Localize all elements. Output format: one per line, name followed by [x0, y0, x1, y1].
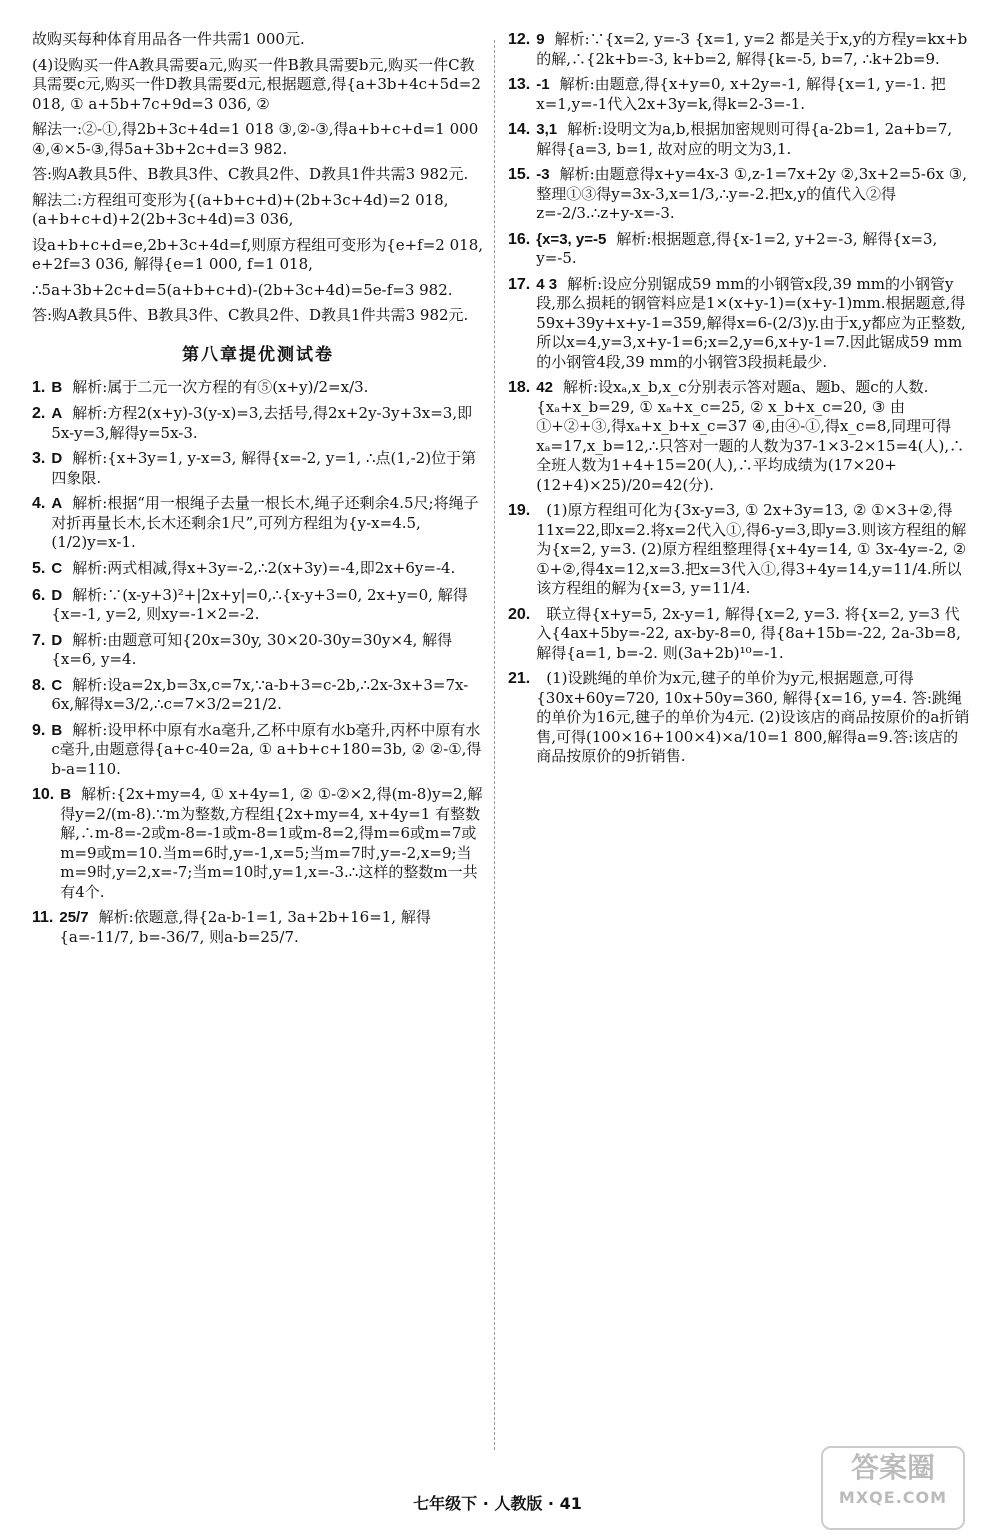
answer-item [508, 501, 970, 599]
item-number: 17. [508, 275, 531, 293]
item-body [51, 404, 484, 443]
item-explanation: 解析:根据“用一根绳子去量一根长木,绳子还剩余4.5尺;将绳子对折再量长木,长木还剩余1尺”,可列方程组为{y-x=4.5, (1/2)y=x-1. [51, 494, 479, 552]
answer-item [32, 785, 484, 902]
item-answer: A [51, 495, 63, 513]
item-body [51, 676, 484, 715]
answer-list [508, 30, 970, 767]
item-answer: 42 [536, 379, 553, 396]
text-line: 答:购A教具5件、B教具3件、C教具2件、D教具1件共需3 982元. [32, 306, 469, 324]
item-body [536, 378, 970, 495]
item-explanation: 解析:由题意可知{20x=30y, 30×20-30y=30y×4, 解得{x=6, y=4. [51, 630, 453, 669]
item-answer: B [60, 786, 72, 804]
item-explanation: 解析:由题意得x+y=4x-3 ①,z-1=7x+2y ②,3x+2=5-6x ③,整理①③得y=3x-3,x=1/3,∴y=-2.把x,y的值代入②得z=-2/3.∴z+y-x=-3. [536, 165, 967, 222]
page-footer: 七年级下 · 人教版 · 41 [413, 1494, 582, 1513]
answer-item [32, 676, 484, 715]
item-number: 5. [32, 559, 46, 577]
text-line: 解法一:②-①,得2b+3c+4d=1 018 ③,②-③,得a+b+c+d=1 000 ④,④×5-③,得5a+3b+2c+d=3 982. [32, 120, 479, 158]
text-line: 答:购A教具5件、B教具3件、C教具2件、D教具1件共需3 982元. [32, 165, 469, 183]
item-explanation: 解析:两式相减,得x+3y=-2,∴2(x+3y)=-4,即2x+6y=-4. [72, 558, 456, 577]
item-answer: -3 [536, 166, 550, 183]
item-answer: C [51, 559, 63, 577]
item-explanation: 解析:设明文为a,b,根据加密规则可得{a-2b=1, 2a+b=7, 解得{a=3, b=1, 故对应的明文为3,1. [536, 120, 953, 158]
item-explanation: 解析:设甲杯中原有水a毫升,乙杯中原有水b毫升,丙杯中原有水c毫升,由题意得{a+c-40=2a, ① a+b+c+180=3b, ② ②-①,得b-a=110. [51, 720, 482, 778]
item-answer: A [51, 405, 63, 423]
item-explanation: 解析:依题意,得{2a-b-1=1, 3a+2b+16=1, 解得{a=-11/7, b=-36/7, 则a-b=25/7. [59, 908, 431, 946]
item-explanation: 解析:∵{x=2, y=-3 {x=1, y=2 都是关于x,y的方程y=kx+b的解,∴{2k+b=-3, k+b=2, 解得{k=-5, b=7, ∴k+2b=9. [536, 30, 968, 68]
answer-item [32, 494, 484, 553]
text-line: ∴5a+3b+2c+d=5(a+b+c+d)-(2b+3c+4d)=5e-f=3 982. [32, 280, 453, 299]
text-line: (4)设购买一件A教具需要a元,购买一件B教具需要b元,购买一件C教具需要c元,购买一件D教具需要d元,根据题意,得{a+3b+4c+5d=2 018, ① a+5b+7c+9d=3 036, ② [32, 55, 481, 113]
item-number: 16. [508, 230, 531, 248]
item-body [536, 501, 970, 599]
item-number: 19. [508, 502, 531, 519]
item-answer: D [51, 450, 63, 468]
answer-item [32, 404, 484, 443]
item-body [60, 785, 484, 902]
item-answer: B [51, 378, 63, 396]
item-body [536, 275, 970, 373]
answer-item [32, 559, 484, 580]
item-explanation: 解析:∵(x-y+3)²+|2x+y|=0,∴{x-y+3=0, 2x+y=0, 解得{x=-1, y=2, 则xy=-1×2=-2. [51, 585, 468, 624]
item-number: 20. [508, 605, 531, 623]
right-column [508, 30, 970, 773]
item-number: 21. [508, 670, 531, 687]
item-body [536, 120, 970, 159]
item-number: 12. [508, 31, 531, 48]
item-number: 15. [508, 166, 531, 183]
item-number: 1. [32, 378, 46, 396]
item-answer: D [51, 586, 63, 604]
item-explanation: (1)设跳绳的单价为x元,毽子的单价为y元,根据题意,可得{30x+60y=720, 10x+50y=360, 解得{x=16, y=4. 答:跳绳的单价为16元,毽子的单价为4元. (2)设该店的商品按原价的a折销售,可得(100×16+100×4)×a/10=1 800,解得a=9.答:该店的商品按原价的9折销售. [536, 669, 970, 765]
item-body [59, 908, 484, 947]
watermark-text: 答案圈 [850, 1451, 935, 1484]
item-number: 11. [32, 909, 54, 927]
section-title: 第八章提优测试卷 [182, 344, 334, 365]
item-body [51, 631, 484, 670]
item-explanation: 解析:{x+3y=1, y-x=3, 解得{x=-2, y=1, ∴点(1,-2)位于第四象限. [51, 449, 477, 487]
item-number: 13. [508, 76, 531, 93]
item-answer: D [51, 631, 63, 649]
item-number: 6. [32, 586, 46, 604]
item-body [536, 605, 970, 664]
item-body [536, 30, 970, 69]
answer-item [32, 449, 484, 488]
watermark-logo [821, 1446, 965, 1530]
item-explanation: 联立得{x+y=5, 2x-y=1, 解得{x=2, y=3. 将{x=2, y=3 代入{4ax+5by=-22, ax-by-8=0, 得{8a+15b=-22, 2a-3b=8, 解得{a=1, b=-2. 则(3a+2b)¹⁰=-1. [536, 604, 961, 662]
answer-item [32, 378, 484, 399]
text-line: 设a+b+c+d=e,2b+3c+4d=f,则原方程组可变形为{e+f=2 018, e+2f=3 036, 解得{e=1 000, f=1 018, [32, 235, 484, 273]
answer-item [508, 605, 970, 664]
item-answer: 9 [536, 31, 545, 48]
item-explanation: (1)原方程组可化为{3x-y=3, ① 2x+3y=13, ② ①×3+②,得11x=22,即x=2.将x=2代入①,得6-y=3,即y=3.则该方程组的解为{x=2, y=3. (2)原方程组整理得{x+4y=14, ① 3x-4y=-2, ② ①+②,得4x=12,x=3.把x=3代入①,得3+4y=14,y=11/4.所以该方程组的解为{x=3, y=11/4. [536, 501, 967, 597]
answer-item [508, 669, 970, 767]
item-explanation: 解析:由题意,得{x+y=0, x+2y=-1, 解得{x=1, y=-1. 把x=1,y=-1代入2x+3y=k,得k=2-3=-1. [536, 75, 946, 113]
column-divider [494, 40, 496, 1450]
item-explanation: 解析:设xₐ,x_b,x_c分别表示答对题a、题b、题c的人数.{xₐ+x_b=29, ① xₐ+x_c=25, ② x_b+x_c=20, ③ 由①+②+③,得xₐ+x_b+x_c=37 ④,由④-①,得x_c=8,同理可得xₐ=17,x_b=12,∴只答对一题的人数为37-1×3-2×15=4(人),∴全班人数为1+4+15=20(人),∴平均成绩为(17×20+(12+4)×25)/20=42(分). [536, 378, 965, 494]
item-body [51, 378, 484, 399]
continuation-block [32, 30, 484, 326]
item-body [51, 559, 484, 580]
text-line: 解法二:方程组可变形为{(a+b+c+d)+(2b+3c+4d)=2 018, (a+b+c+d)+2(2b+3c+4d)=3 036, [32, 190, 449, 228]
text-line: 故购买每种体育用品各一件共需1 000元. [32, 30, 305, 48]
item-explanation: 解析:设a=2x,b=3x,c=7x,∵a-b+3=c-2b,∴2x-3x+3=7x-6x,解得x=3/2,∴c=7×3/2=21/2. [51, 675, 469, 714]
item-number: 7. [32, 631, 46, 649]
answer-item [508, 120, 970, 159]
item-body [536, 75, 970, 114]
left-column [32, 30, 484, 953]
item-explanation: 解析:设应分别锯成59 mm的小钢管x段,39 mm的小钢管y段,那么损耗的钢管料应是1×(x+y-1)=(x+y-1)mm.根据题意,得59x+39y+x+y-1=359,解得x=6-(2/3)y.由于x,y都应为正整数,所以x=4,y=3,x+y-1=6;x=2,y=6,x+y-1=7.因此锯成59 mm的小钢管4段,39 mm的小钢管3段损耗最少. [536, 274, 966, 371]
item-number: 10. [32, 786, 55, 804]
item-answer: {x=3, y=-5 [536, 230, 607, 248]
answer-list [32, 378, 484, 948]
answer-item [32, 721, 484, 780]
item-body [536, 669, 970, 767]
answer-item [508, 275, 970, 373]
item-body [51, 494, 484, 553]
item-answer: -1 [536, 76, 550, 93]
item-explanation: 解析:属于二元一次方程的有⑤(x+y)/2=x/3. [72, 377, 369, 396]
answer-item [508, 165, 970, 224]
item-answer: C [51, 676, 63, 694]
item-body [536, 230, 970, 269]
watermark-url: MXQE.COM [838, 1488, 948, 1507]
answer-item [32, 631, 484, 670]
item-explanation: 解析:根据题意,得{x-1=2, y+2=-3, 解得{x=3, y=-5. [536, 229, 938, 267]
item-number: 9. [32, 721, 46, 739]
item-answer: 3,1 [536, 121, 558, 138]
item-number: 2. [32, 405, 46, 423]
answer-item [508, 30, 970, 69]
answer-item [508, 75, 970, 114]
item-explanation: 解析:{2x+my=4, ① x+4y=1, ② ①-②×2,得(m-8)y=2,解得y=2/(m-8).∵m为整数,方程组{2x+my=4, x+4y=1 有整数解,∴m-8=-2或m-8=-1或m-8=1或m-8=2,得m=6或m=7或m=9或m=10.当m=6时,y=-1,x=5;当m=7时,y=-2,x=9;当m=9时,y=2,x=-7;当m=10时,y=1,x=-3.∴这样的整数m一共有4个. [60, 785, 483, 901]
item-answer: 4 3 [536, 275, 558, 293]
item-explanation: 解析:方程2(x+y)-3(y-x)=3,去括号,得2x+2y-3y+3x=3,即5x-y=3,解得y=5x-3. [51, 404, 473, 442]
item-number: 3. [32, 450, 46, 468]
item-body [51, 586, 484, 625]
item-number: 14. [508, 121, 531, 138]
item-answer: 25/7 [59, 909, 89, 927]
answer-item [508, 378, 970, 495]
answer-item [32, 908, 484, 947]
item-number: 18. [508, 379, 531, 396]
item-body [51, 449, 484, 488]
item-answer: B [51, 721, 63, 739]
item-body [51, 721, 484, 780]
item-number: 4. [32, 495, 46, 513]
answer-item [508, 230, 970, 269]
item-number: 8. [32, 676, 46, 694]
item-body [536, 165, 970, 224]
answer-item [32, 586, 484, 625]
